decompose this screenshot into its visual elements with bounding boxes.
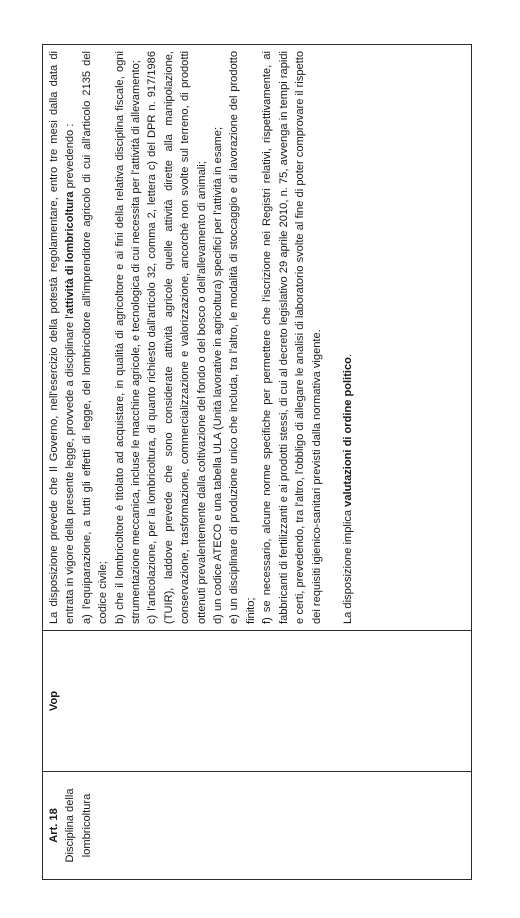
description-item-b: b) che il lombricoltore è titolato ad acquistare, in qualità di agricoltore e ai fini della relativa disciplina fiscale, ogni strumentazione meccanica, incluse le macchine agricole, e tecnologica di cui necessita per l'attività di allevamento; xyxy=(113,51,143,624)
type-cell xyxy=(43,631,472,772)
description-cell xyxy=(43,45,472,631)
article-table xyxy=(42,44,472,880)
type-code: Vop xyxy=(48,690,60,712)
description-intro: La disposizione prevede che Il Governo, nell'esercizio della potestà regolamentare, entro tre mesi dalla data di entrata in vigore della presente legge, provvede a disciplinare l'attività di lombricoltura prevedendo : xyxy=(48,51,77,624)
article-cell xyxy=(43,772,472,880)
description-item-f: f) se necessario, alcune norme specifiche per permettere che l'iscrizione nei Registri relativi, rispettivamente, ai fabbricanti di fertilizzanti e ai prodotti stessi, di cui al decreto legislativo 29 aprile 2010, n. 75, avvenga in tempi rapidi e certi, prevedendo, tra l'altro, l'obbligo di allegare le analisi di laboratorio svolte al fine di poter comprovare il rispetto dei requisiti igienico-sanitari previsti dalla normativa vigente. xyxy=(261,51,323,624)
article-title: Disciplina della lombricoltura xyxy=(64,788,93,863)
table-row xyxy=(43,45,472,880)
article-number: Art. 18 xyxy=(48,808,60,843)
description-item-e: e) un disciplinare di produzione unico che includa, tra l'altro, le modalità di stoccaggio e di lavorazione del prodotto finito; xyxy=(228,51,257,624)
description-conclusion: La disposizione implica valutazioni di ordine politico. xyxy=(341,353,354,624)
description-conclusion-bold: valutazioni di ordine politico xyxy=(341,357,354,507)
description-intro-bold: attività di lombricoltura xyxy=(64,191,77,315)
description-item-a: a) l'equiparazione, a tutti gli effetti di legge, del lombricoltore all'imprenditore agricolo di cui all'articolo 2135 del codice civile; xyxy=(80,51,110,624)
description-item-c: c) l'articolazione, per la lombricoltura, di quanto richiesto dall'articolo 32, comma 2, lettera c) del DPR n. 917/1986 (TUIR), laddove prevede che sono considerate attività agricole quelle attività dirette alla manipolazione, conservazione, trasformazione, commercializzazione e valorizzazione, ancorché non svolte sul terreno, di prodotti ottenuti prevalentemente dalla coltivazione del fondo o del bosco o dell'allevamento di animali; xyxy=(146,51,208,624)
description-item-d: d) un codice ATECO e una tabella ULA (Unità lavorative in agricoltura) specifici per l'attività in esame; xyxy=(212,126,225,624)
